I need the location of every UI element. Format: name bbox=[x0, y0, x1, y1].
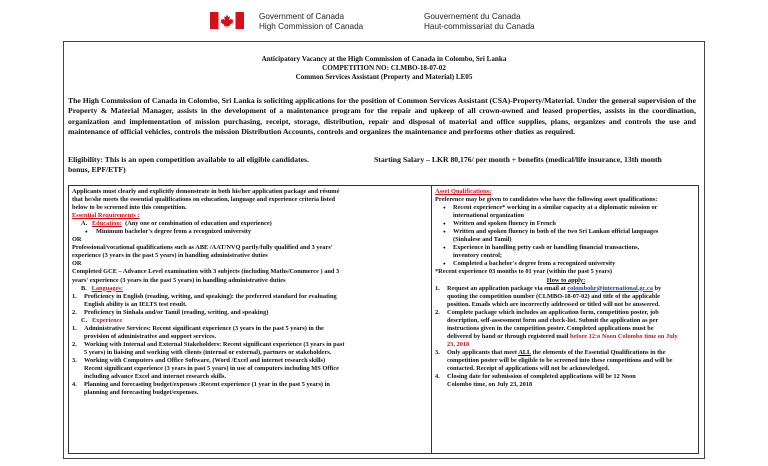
languages-heading: Languages: bbox=[91, 284, 123, 292]
asset-item-3-line2: (Sinhalese and Tamil) bbox=[453, 236, 512, 244]
asset-item-3-line1: ● Written and spoken fluency in both of the two Sri Lankan official languages bbox=[453, 228, 659, 236]
gce-qualification-line2: years' experience (3 years in the past 5 years) in handling administrative duties bbox=[72, 276, 286, 284]
language-item-1-line1: Proficiency in English (reading, writing, and speaking): the preferred standard for evaluating bbox=[84, 292, 337, 300]
experience-item-4-line2: planning and forecasting budget/expenses. bbox=[84, 389, 199, 397]
gov-fr-line2: Haut-commissariat du Canada bbox=[424, 22, 535, 31]
essential-requirements-column bbox=[72, 188, 427, 397]
asset-item-4 bbox=[435, 244, 697, 260]
apply-step-3-line3: contacted. Receipt of applications will not be acknowledged. bbox=[447, 365, 610, 373]
apply-step-1-suffix: by bbox=[652, 284, 662, 292]
apply-step-2-line4 bbox=[447, 333, 697, 341]
apply-step-2-line1: Complete package which includes an application form, competition poster, job bbox=[447, 308, 659, 316]
recent-experience-note: *Recent experience 03 months to 01 year (within the past 5 years) bbox=[435, 268, 612, 276]
apply-step-3-line1 bbox=[447, 349, 697, 357]
apply-step-2-line2: description, self-assessment form and check-list. Submit the application as per bbox=[447, 316, 659, 324]
experience-item-2-line2: 5 years) in liaising and working with clients (internal or external), partners or stakeholders. bbox=[84, 348, 332, 356]
asset-item-3 bbox=[435, 228, 697, 244]
applicant-instructions-line1: Applicants must clearly and explicitly demonstrate in both his/her application package and résumé bbox=[72, 188, 340, 195]
canada-flag-icon bbox=[210, 12, 244, 29]
education-letter: A. bbox=[81, 220, 88, 228]
apply-step-1-line3: position. Emails which are incorrectly addressed or titled will not be answered. bbox=[447, 300, 660, 308]
experience-item-1: 1. Administrative Services: Recent significant experience (3 years in the past 5 years) in the provision of administrative and support services. bbox=[72, 325, 427, 341]
language-item-1-line2: English ability is an IELTS test result. bbox=[84, 300, 187, 308]
gov-en-line2: High Commission of Canada bbox=[259, 22, 364, 31]
applicant-instructions-line2: that he/she meets the essential qualifications on education, language and experience criteria listed bbox=[72, 196, 336, 204]
government-name-french bbox=[424, 12, 535, 32]
column-divider bbox=[431, 186, 432, 453]
vacancy-title: Anticipatory Vacancy at the High Commission of Canada in Colombo, Sri Lanka bbox=[261, 55, 507, 63]
asset-item-4-line1: ● Experience in handling petty cash or handling financial transactions, bbox=[453, 244, 640, 252]
position-title: Common Services Assistant (Property and Material) LE05 bbox=[295, 73, 473, 81]
experience-item-4-line1: Planning and forecasting budget/expenses :Recent experience (1 year in the past 5 years) in bbox=[84, 381, 330, 389]
apply-step-2-deadline: before 12:o Noon Colombo time on July bbox=[569, 332, 678, 340]
how-to-apply-heading: How to apply: bbox=[546, 276, 586, 284]
experience-item-4: 4. Planning and forecasting budget/expenses :Recent experience (1 year in the past 5 years) in planning and forecasting budget/expenses. bbox=[72, 381, 427, 397]
experience-item-2-line1: Working with Internal and External Stakeholders: Recent significant experience (3 years in past bbox=[84, 340, 345, 348]
education-heading: Education: bbox=[91, 220, 122, 228]
experience-heading: Experience bbox=[91, 316, 123, 324]
apply-step-3: 3. Only applicants that meet ALL the elements of the Essential Qualifications in the competition poster will be eligible to be screened into these competitions and will be contacted. Receipt of applications will not be acknowledged. bbox=[435, 349, 697, 373]
gov-en-line1: Government of Canada bbox=[259, 12, 345, 21]
apply-step-2-line3: instructions given in the competition poster. Completed applications must be bbox=[447, 324, 654, 332]
apply-step-3-all: ALL bbox=[518, 348, 531, 356]
page-header bbox=[0, 0, 768, 40]
asset-qualifications-intro: Preference may be given to candidates who have the following asset qualifications: bbox=[435, 196, 658, 204]
apply-step-1-line2: quoting the competition number (CLMBO-18-07-02) and title of the applicable bbox=[447, 292, 660, 300]
hr-email-link[interactable]: colombohr@international.gc.ca bbox=[567, 284, 653, 292]
asset-item-1 bbox=[435, 204, 697, 220]
education-bullet: ● Minimum bachelor's degree from a recognized university bbox=[72, 228, 427, 236]
government-name-english bbox=[259, 12, 363, 32]
experience-heading-row bbox=[72, 317, 427, 325]
apply-step-2-deadline-date: 23, 2018 bbox=[447, 340, 470, 348]
salary-text: Starting Salary – LKR 80,176/ per month + benefits (medical/life insurance, 13th month bbox=[374, 155, 662, 164]
apply-step-4: 4. Closing date for submission of completed applications will be 12 Noon Colombo time, on July 23, 2018 bbox=[435, 373, 697, 389]
language-item-2-line1: Proficiency in Sinhala and/or Tamil (reading, writing, and speaking) bbox=[84, 308, 269, 316]
experience-item-1-line1: Administrative Services: Recent significant experience (3 years in the past 5 years) in the bbox=[84, 324, 324, 332]
asset-item-2-line1: ● Written and spoken fluency in French bbox=[453, 220, 556, 228]
experience-item-3-line3: including advance Excel and internet research skills. bbox=[84, 373, 226, 381]
applicant-instructions-line3: below to be screened into this competition. bbox=[72, 204, 187, 212]
experience-item-1-line2: provision of administrative and support services. bbox=[84, 332, 217, 340]
education-heading-row bbox=[72, 220, 427, 228]
eligibility-text: Eligibility: This is an open competition available to all eligible candidates. bbox=[68, 155, 309, 164]
apply-step-2: 2. Complete package which includes an application form, competition poster, job description, self-assessment form and check-list. Submit the application as per instructions given in the competition poster. Completed applications must be delivered by hand or through registered mail before 12:o Noon Colombo time on July 23, 2018 bbox=[435, 309, 697, 349]
languages-letter: B. bbox=[81, 284, 87, 292]
apply-step-1-line1 bbox=[447, 285, 697, 293]
experience-item-3: 3. Working with Computers and Office Software, (Word /Excel and internet research skills) Recent significant experience (3 years in past 5 years) in use of computers including MS Office including advance Excel and internet research skills. bbox=[72, 357, 427, 381]
education-note: (Any one or combination of education and experience) bbox=[125, 220, 272, 228]
or-separator-2: OR bbox=[72, 260, 82, 268]
experience-item-2: 2. Working with Internal and External Stakeholders: Recent significant experience (3 years in past 5 years) in liaising and working with clients (internal or external), partners or stakeholders. bbox=[72, 341, 427, 357]
apply-step-2-delivery: delivered by hand or through registered mail bbox=[447, 332, 570, 340]
gov-fr-line1: Gouvernement du Canada bbox=[424, 12, 521, 21]
apply-step-1: 1. Request an application package via email at colombohr@international.gc.ca by quoting the competition number (CLMBO-18-07-02) and title of the applicable position. Emails which are incorrectly addressed or titled will not be answered. bbox=[435, 285, 697, 309]
asset-item-4-line2: inventory control; bbox=[453, 252, 503, 260]
asset-item-2 bbox=[435, 220, 697, 228]
experience-item-3-line2: Recent significant experience (3 years in past 5 years) in use of computers including MS Office bbox=[84, 365, 339, 373]
gce-qualification-line1: Completed GCE – Advance Level examination with 3 subjects (including Maths/Commerce ) and 3 bbox=[72, 268, 340, 276]
experience-item-3-line1: Working with Computers and Office Software, (Word /Excel and internet research skills) bbox=[84, 356, 326, 364]
asset-item-1-line1: ● Recent experience* working in a similar capacity at a diplomatic mission or bbox=[453, 204, 658, 212]
apply-step-4-line2: Colombo time, on July 23, 2018 bbox=[447, 381, 533, 389]
asset-item-1-line2: international organization bbox=[453, 212, 525, 220]
apply-step-3-text: Only applicants that meet bbox=[447, 348, 519, 356]
or-separator-1: OR bbox=[72, 236, 82, 244]
professional-qualification-line1: Professional/vocational qualifications such as ABE /AAT/NVQ partly/fully qualified and 3 years' bbox=[72, 244, 333, 252]
asset-qualifications-column bbox=[435, 188, 697, 389]
competition-number: COMPETITION NO: CLMBO-18-07-02 bbox=[322, 64, 446, 72]
asset-item-5-line1: ● Completed a bachelor's degree from a recognized university bbox=[453, 260, 616, 268]
experience-letter: C. bbox=[81, 316, 88, 324]
competition-title-block bbox=[63, 55, 705, 82]
apply-step-4-line1: Closing date for submission of completed applications will be 12 Noon bbox=[447, 373, 636, 381]
language-item-1: 1. Proficiency in English (reading, writing, and speaking): the preferred standard for evaluating English ability is an IELTS test result. bbox=[72, 293, 427, 309]
language-item-2: 2. Proficiency in Sinhala and/or Tamil (reading, writing, and speaking) bbox=[72, 309, 427, 317]
languages-heading-row bbox=[72, 285, 427, 293]
professional-qualification-line2: experience (3 years in the past 5 years) in handling administrative duties bbox=[72, 252, 268, 260]
position-description: The High Commission of Canada in Colombo, Sri Lanka is soliciting applications for the position of Common Services Assistant (CSA)-Property/Material. Under the general supervision of the Property & Material Manager, assists in the development of a maintenance program for the repair and upkeep of all crown-owned and leased properties, assists in the coordination, organization and implementation of mission purchasing, receipt, storage, distribution, repair and disposal of material and office supplies, plans, organizes and controls the use and maintenance of official vehicles, controls the mission Distribution Accounts, controls and organizes the maintenance and performs other duties as required. bbox=[68, 96, 696, 137]
asset-qualifications-heading: Asset Qualifications: bbox=[435, 188, 492, 195]
salary-benefits-continued: bonus, EPF/ETF) bbox=[68, 165, 126, 175]
apply-step-3-suffix: the elements of the Essential Qualifications in the bbox=[530, 348, 666, 356]
essential-requirements-heading: Essential Requirements : bbox=[72, 212, 140, 220]
apply-step-3-line2: competition poster will be eligible to be screened into these competitions and will be bbox=[447, 356, 673, 364]
qualifications-table bbox=[68, 185, 699, 454]
apply-step-1-text: Request an application package via email at bbox=[447, 284, 568, 292]
asset-item-5 bbox=[435, 260, 697, 268]
